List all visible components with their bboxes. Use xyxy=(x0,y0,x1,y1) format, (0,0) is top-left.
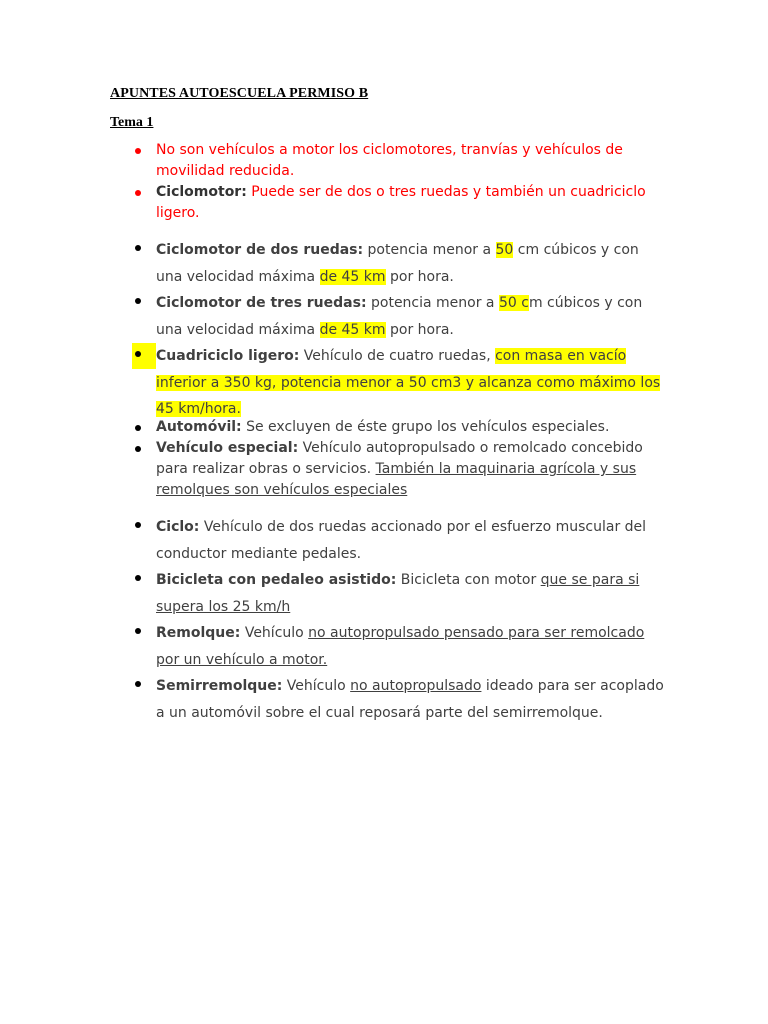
item-text: No son vehículos a motor los ciclomotores, tranvías y vehículos de movilidad reducida. xyxy=(156,142,623,179)
bullet-icon xyxy=(135,628,141,634)
item-text: por hora. xyxy=(385,268,454,285)
item-text: Vehículo xyxy=(282,678,351,694)
highlighted-text: 50 xyxy=(495,242,514,258)
item-text: Puede ser de dos o tres ruedas y también un cuadriciclo ligero. xyxy=(156,184,646,221)
item-text: Vehículo de dos ruedas accionado por el esfuerzo muscular del conductor mediante pedales. xyxy=(156,519,647,562)
highlighted-text: con masa en vacío inferior a 350 kg, potencia menor a 50 cm3 y alcanza como máximo los 45 km/hora. xyxy=(156,348,661,417)
item-text: por hora. xyxy=(385,321,454,338)
list-item xyxy=(156,237,666,290)
bullet-icon xyxy=(135,575,141,581)
bullet-icon xyxy=(135,446,141,452)
list-item xyxy=(156,290,666,343)
bullet-icon xyxy=(135,298,141,304)
other-vehicles-list xyxy=(156,514,666,726)
item-term: Cuadriciclo ligero: xyxy=(156,348,300,364)
section-title: Tema 1 xyxy=(110,115,154,130)
bullet-icon xyxy=(135,190,141,196)
highlighted-text: de 45 km xyxy=(319,268,386,285)
underlined-text: no autopropulsado pensado para ser remolcado por un vehículo a motor. xyxy=(156,625,645,668)
highlighted-text: de 45 km xyxy=(319,321,386,338)
item-text: m cúbicos y con una velocidad máxima xyxy=(156,295,643,338)
item-term: Ciclomotor de dos ruedas: xyxy=(156,242,364,258)
item-text: potencia menor a xyxy=(366,295,499,311)
item-text: Vehículo de cuatro ruedas, xyxy=(299,348,496,364)
list-item xyxy=(156,438,666,501)
underlined-text: que se para si supera los 25 km/h xyxy=(156,572,640,615)
list-item xyxy=(156,514,666,567)
document-title: APUNTES AUTOESCUELA PERMISO B xyxy=(110,86,369,101)
item-text: cm cúbicos y con una velocidad máxima xyxy=(156,242,639,285)
item-term: Vehículo especial: xyxy=(156,440,299,456)
list-item xyxy=(156,673,666,726)
item-term: Ciclomotor: xyxy=(156,184,247,200)
item-term: Ciclomotor de tres ruedas: xyxy=(156,295,367,311)
list-item xyxy=(156,343,666,423)
item-text: ideado para ser acoplado a un automóvil sobre el cual reposará parte del semirremolque. xyxy=(156,678,664,721)
vehicle-list xyxy=(156,417,666,501)
bullet-icon xyxy=(135,681,141,687)
underlined-text: También la maquinaria agrícola y sus remolques son vehículos especiales xyxy=(156,461,637,498)
item-term: Automóvil: xyxy=(156,419,242,435)
item-text: Bicicleta con motor xyxy=(396,572,541,588)
highlighted-text: 50 c xyxy=(498,295,529,311)
bullet-icon xyxy=(135,245,141,251)
bullet-icon xyxy=(135,425,141,431)
item-term: Ciclo: xyxy=(156,519,200,535)
item-text: Vehículo xyxy=(240,625,309,641)
item-term: Bicicleta con pedaleo asistido: xyxy=(156,572,397,588)
list-item xyxy=(156,567,666,620)
ciclomotor-list xyxy=(156,237,666,423)
item-text: potencia menor a xyxy=(363,242,496,258)
bullet-icon xyxy=(135,351,141,357)
item-term: Remolque: xyxy=(156,625,241,641)
red-list xyxy=(156,140,666,224)
underlined-text: no autopropulsado xyxy=(350,678,482,694)
item-text: Vehículo autopropulsado o remolcado concebido para realizar obras o servicios. xyxy=(156,440,643,477)
list-item xyxy=(156,140,666,182)
bullet-icon xyxy=(135,148,141,154)
list-item xyxy=(156,620,666,673)
item-term: Semirremolque: xyxy=(156,678,283,694)
bullet-icon xyxy=(135,522,141,528)
list-item xyxy=(156,182,666,224)
item-text: Se excluyen de éste grupo los vehículos especiales. xyxy=(241,419,610,435)
list-item xyxy=(156,417,666,438)
